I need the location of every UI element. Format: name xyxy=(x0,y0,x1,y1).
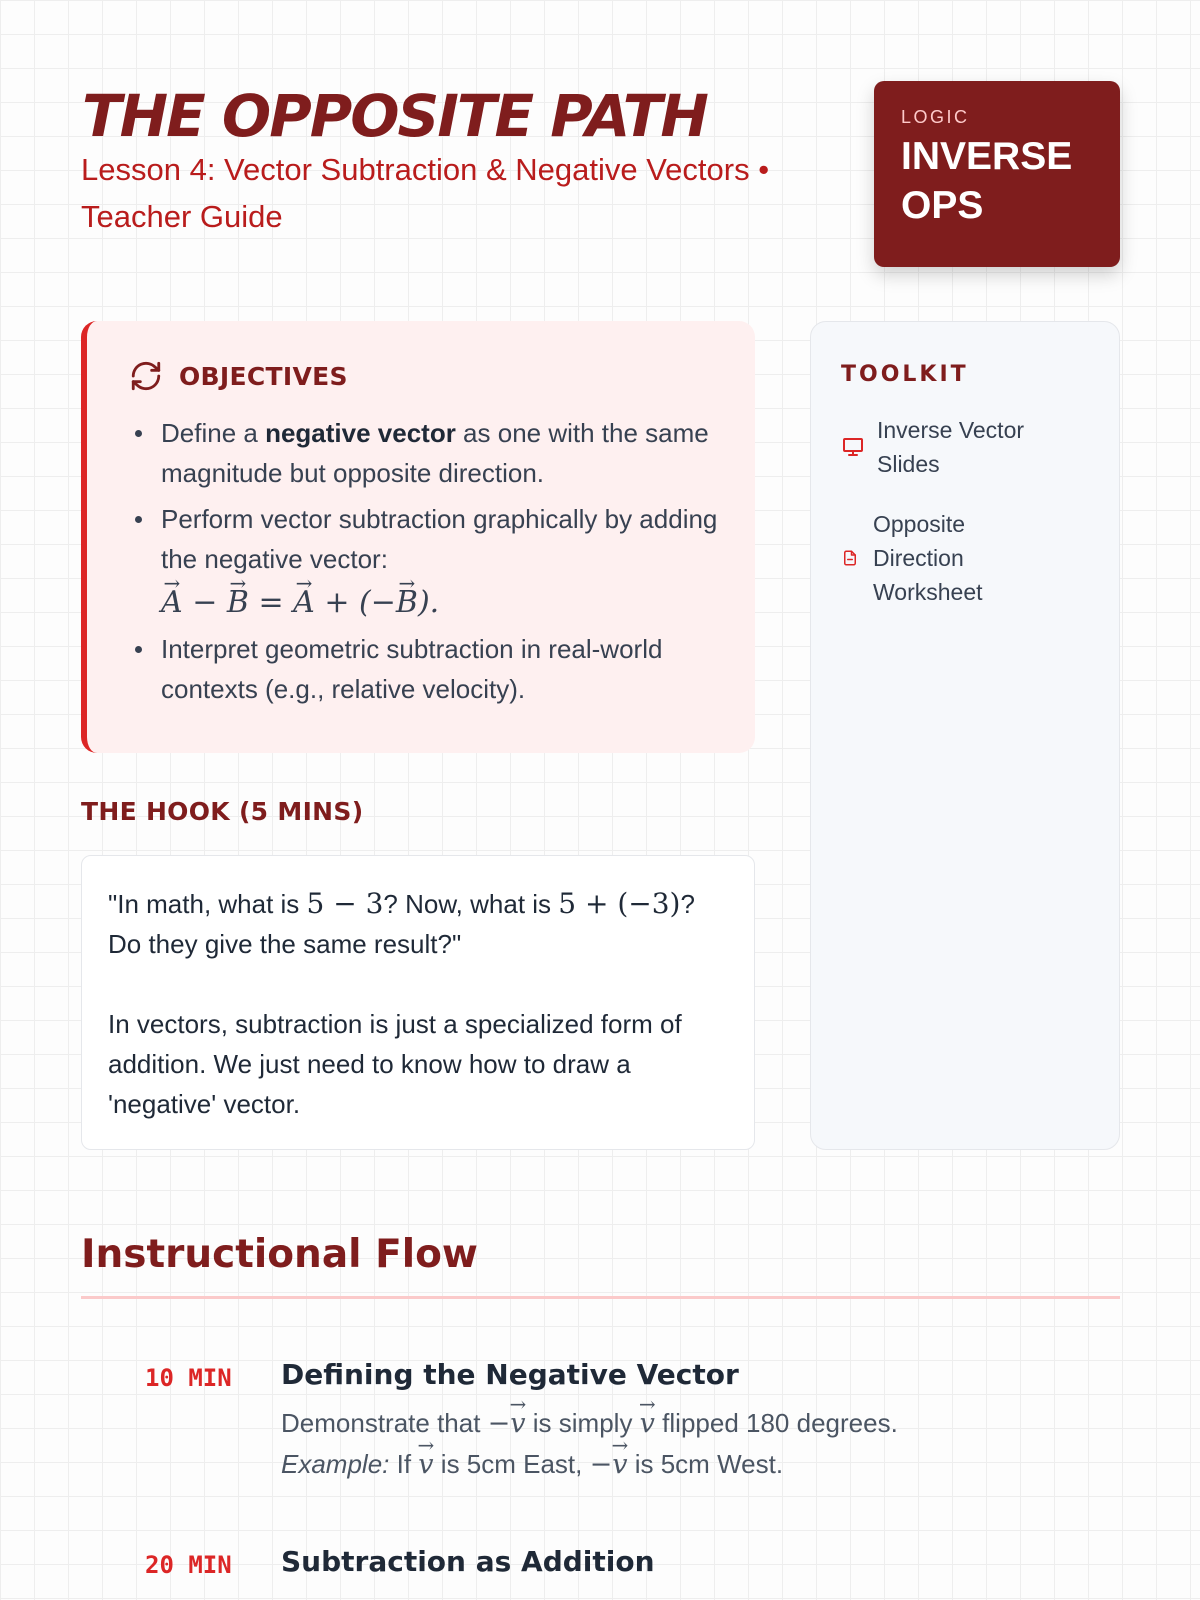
page-subtitle: Lesson 4: Vector Subtraction & Negative Vectors • Teacher Guide xyxy=(81,152,770,234)
flow-divider xyxy=(81,1296,1120,1299)
objectives-card xyxy=(81,321,755,753)
list-item: Interpret geometric subtraction in real-world contexts (e.g., relative velocity). xyxy=(129,629,725,709)
flow-step-time: 20 MIN xyxy=(145,1551,232,1579)
flow-step-heading: Defining the Negative Vector xyxy=(281,1358,739,1391)
refresh-icon xyxy=(129,359,163,393)
hook-paragraph: In vectors, subtraction is just a specialized form of addition. We just need to know how to draw a 'negative' vector. xyxy=(108,1009,682,1119)
flow-title: Instructional Flow xyxy=(81,1232,478,1277)
hook-card xyxy=(81,855,755,1150)
presentation-icon xyxy=(841,435,865,459)
flow-step xyxy=(145,1358,1120,1485)
flow-step xyxy=(145,1545,1120,1578)
objectives-header xyxy=(129,359,725,393)
flow-step-heading: Subtraction as Addition xyxy=(281,1545,655,1578)
hook-heading: THE HOOK (5 MINS) xyxy=(81,797,364,826)
toolkit-item-label: Opposite Direction Worksheet xyxy=(873,511,983,605)
subtraction-formula: → A − → B = → A + (−→ B). xyxy=(161,583,725,623)
flow-step-description: Demonstrate that −→ v is simply → v flipped 180 degrees. Example: If → v is 5cm East, −→ v is 5cm West. xyxy=(281,1403,1120,1485)
toolkit-item-label: Inverse Vector Slides xyxy=(877,417,1025,477)
objectives-list xyxy=(129,413,725,709)
list-item: Define a negative vector as one with the same magnitude but opposite direction. xyxy=(129,413,725,493)
toolkit-title: TOOLKIT xyxy=(841,362,969,387)
toolkit-item-slides[interactable] xyxy=(841,413,1089,481)
toolkit-item-worksheet[interactable] xyxy=(841,507,1089,609)
objectives-title: OBJECTIVES xyxy=(179,361,348,391)
badge-kicker: LOGIC xyxy=(901,107,970,127)
topic-badge xyxy=(874,81,1120,267)
toolkit-panel xyxy=(810,321,1120,1150)
badge-line-2: OPS xyxy=(901,184,984,227)
page-title: THE OPPOSITE PATH xyxy=(82,82,707,150)
hook-question: "In math, what is 5 − 3? Now, what is 5 + (−3)? Do they give the same result?" xyxy=(108,887,695,959)
list-item: Perform vector subtraction graphically by adding the negative vector: → A − → B = → A + (−→ B). xyxy=(129,499,725,623)
document-icon xyxy=(841,549,859,567)
flow-step-time: 10 MIN xyxy=(145,1364,232,1392)
badge-line-1: INVERSE xyxy=(901,135,1073,178)
